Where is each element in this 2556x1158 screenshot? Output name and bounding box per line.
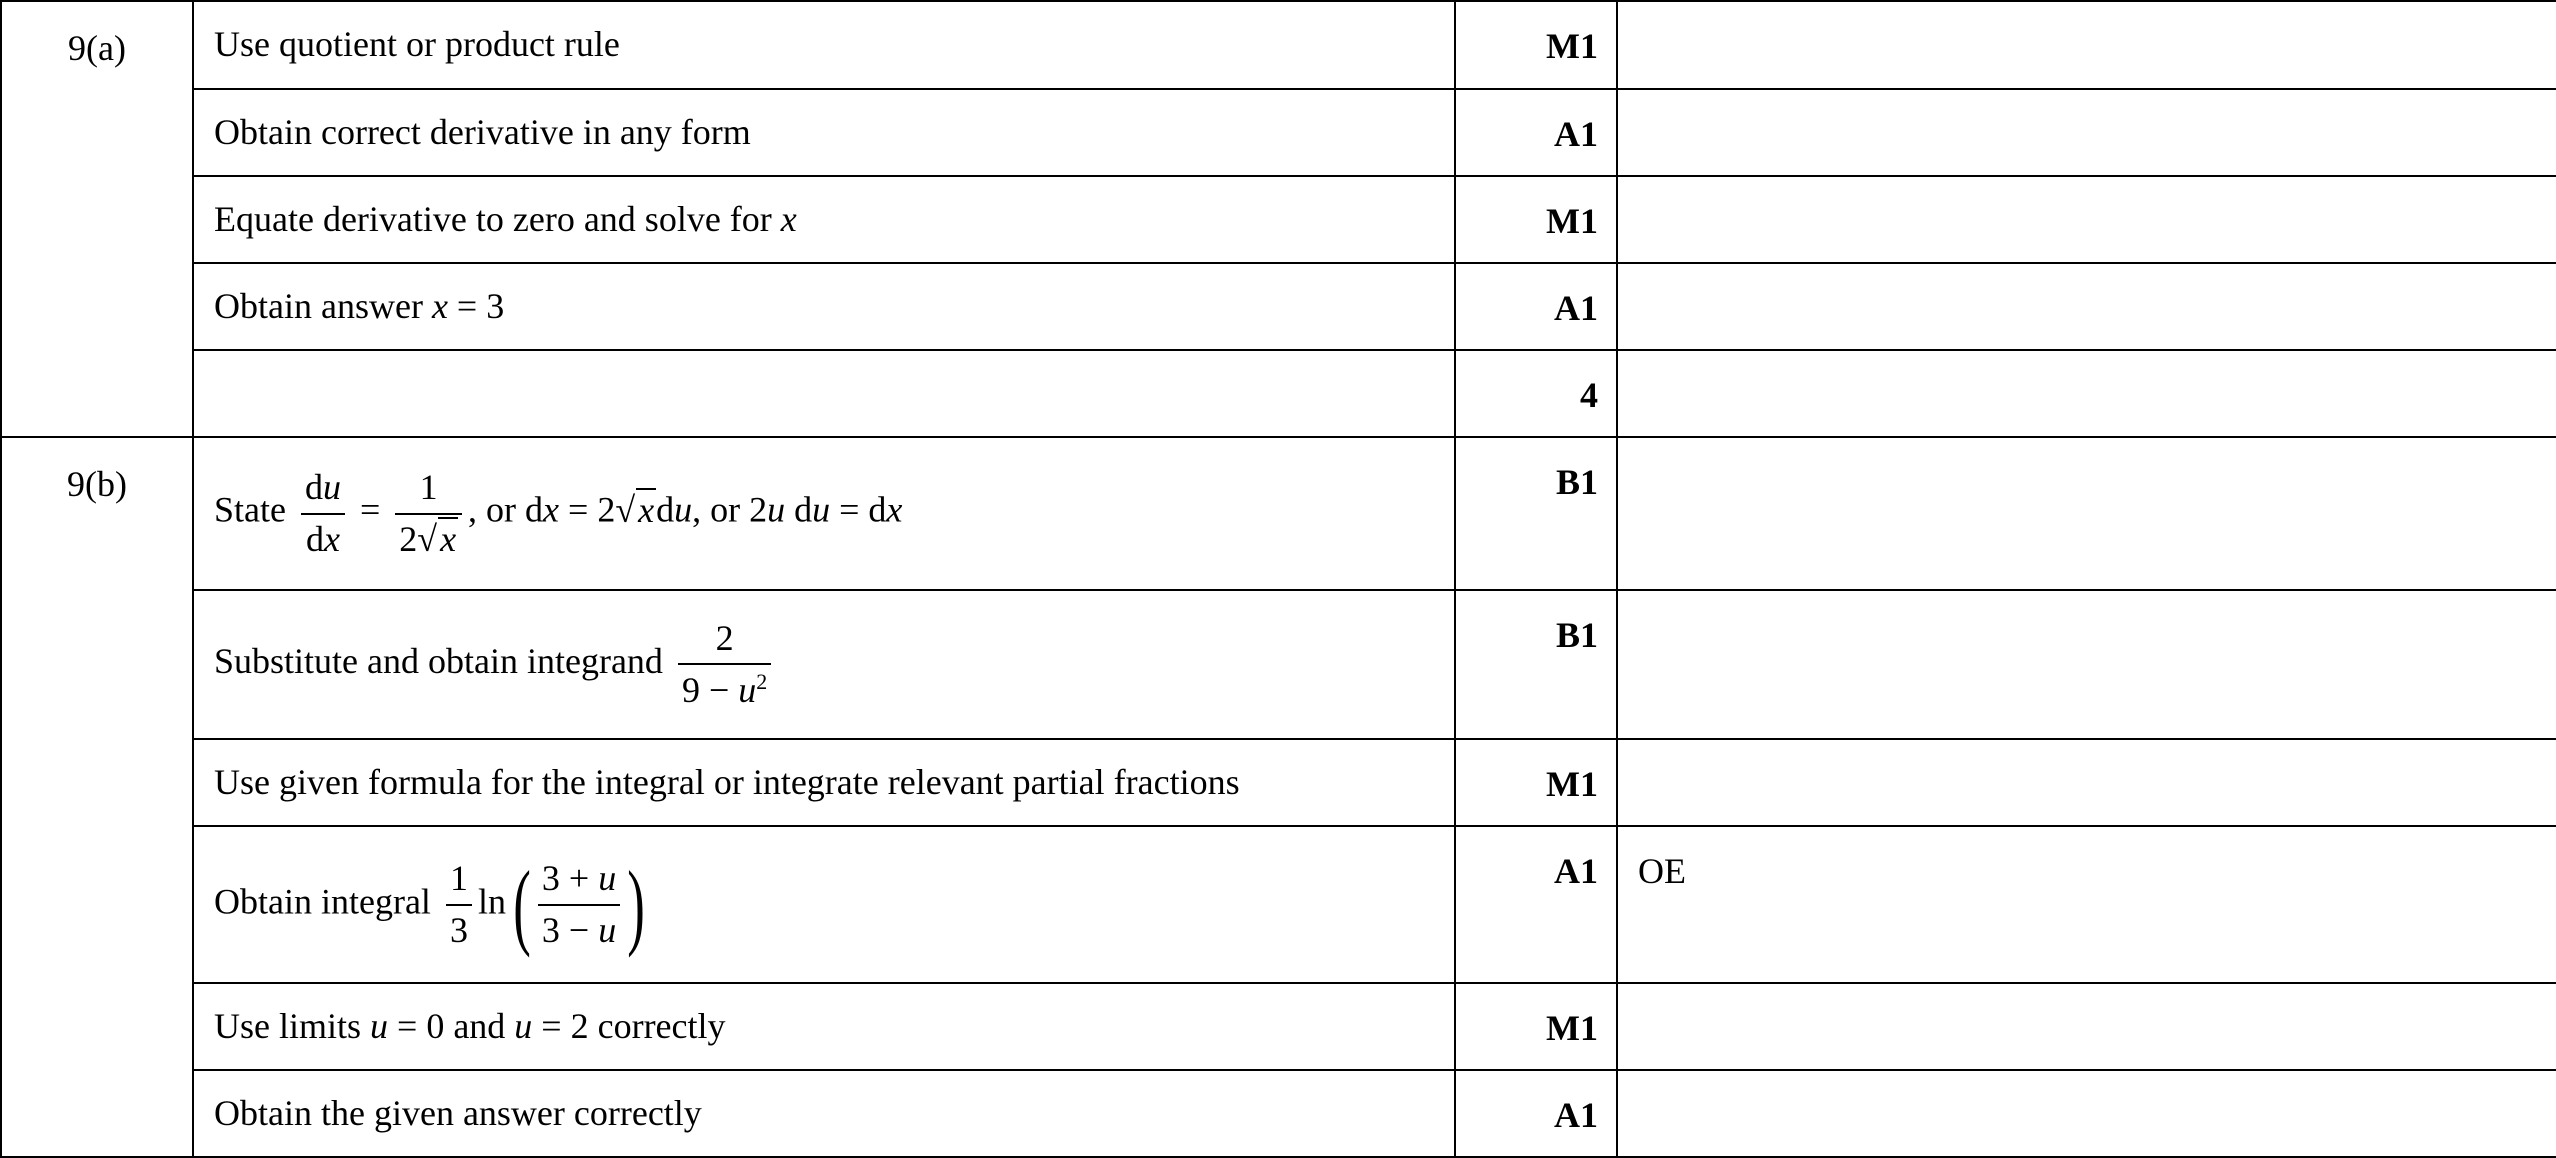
answer-text: State $\frac{du}{dx}$ = $\frac{1}{2√x}$ , or dx = 2√xdu, or 2u du = dx	[193, 437, 1455, 590]
table-row	[1, 1, 2556, 89]
table-row	[1, 826, 2556, 983]
answer-text: Use quotient or product rule	[193, 1, 1455, 89]
guidance-cell	[1617, 437, 2556, 590]
guidance-cell	[1617, 590, 2556, 739]
mark-cell: B1	[1455, 590, 1617, 739]
total-mark-cell: 4	[1455, 350, 1617, 437]
answer-text: Obtain the given answer correctly	[193, 1070, 1455, 1157]
mark-cell: M1	[1455, 176, 1617, 263]
table-row	[1, 350, 2556, 437]
guidance-cell	[1617, 739, 2556, 826]
mark-cell: A1	[1455, 826, 1617, 983]
answer-text: Obtain correct derivative in any form	[193, 89, 1455, 176]
table-row	[1, 739, 2556, 826]
table-row	[1, 983, 2556, 1070]
answer-text: Equate derivative to zero and solve for x	[193, 176, 1455, 263]
answer-text: Obtain integral $\frac{1}{3}$ ln( $\frac{3 + u}{3 - u}$ )	[193, 826, 1455, 983]
fraction: $\frac{2}{9 - u^2}$	[678, 618, 771, 712]
fraction: $\frac{du}{dx}$	[301, 467, 345, 560]
fraction: $\frac{1}{3}$	[446, 858, 472, 951]
answer-text: Use given formula for the integral or integrate relevant partial fractions	[193, 739, 1455, 826]
mark-cell: M1	[1455, 983, 1617, 1070]
fraction: $\frac{3 + u}{3 - u}$	[538, 858, 620, 951]
guidance-cell	[1617, 176, 2556, 263]
table-row	[1, 176, 2556, 263]
guidance-cell	[1617, 263, 2556, 350]
guidance-cell	[1617, 350, 2556, 437]
guidance-cell	[1617, 1, 2556, 89]
mark-cell: M1	[1455, 1, 1617, 89]
guidance-cell: OE	[1617, 826, 2556, 983]
guidance-cell	[1617, 983, 2556, 1070]
answer-text: Obtain answer x = 3	[193, 263, 1455, 350]
fraction: $\frac{1}{2√x}$	[395, 467, 462, 560]
table-row	[1, 590, 2556, 739]
answer-text: Substitute and obtain integrand $\frac{2}{9 - u^2}$	[193, 590, 1455, 739]
table-row	[1, 263, 2556, 350]
answer-text	[193, 350, 1455, 437]
table-row	[1, 89, 2556, 176]
mark-cell: M1	[1455, 739, 1617, 826]
question-number: 9(a)	[1, 1, 193, 437]
guidance-cell	[1617, 89, 2556, 176]
table-row	[1, 437, 2556, 590]
question-number: 9(b)	[1, 437, 193, 1157]
mark-cell: B1	[1455, 437, 1617, 590]
mark-cell: A1	[1455, 1070, 1617, 1157]
answer-text: Use limits u = 0 and u = 2 correctly	[193, 983, 1455, 1070]
mark-cell: A1	[1455, 89, 1617, 176]
mark-cell: A1	[1455, 263, 1617, 350]
